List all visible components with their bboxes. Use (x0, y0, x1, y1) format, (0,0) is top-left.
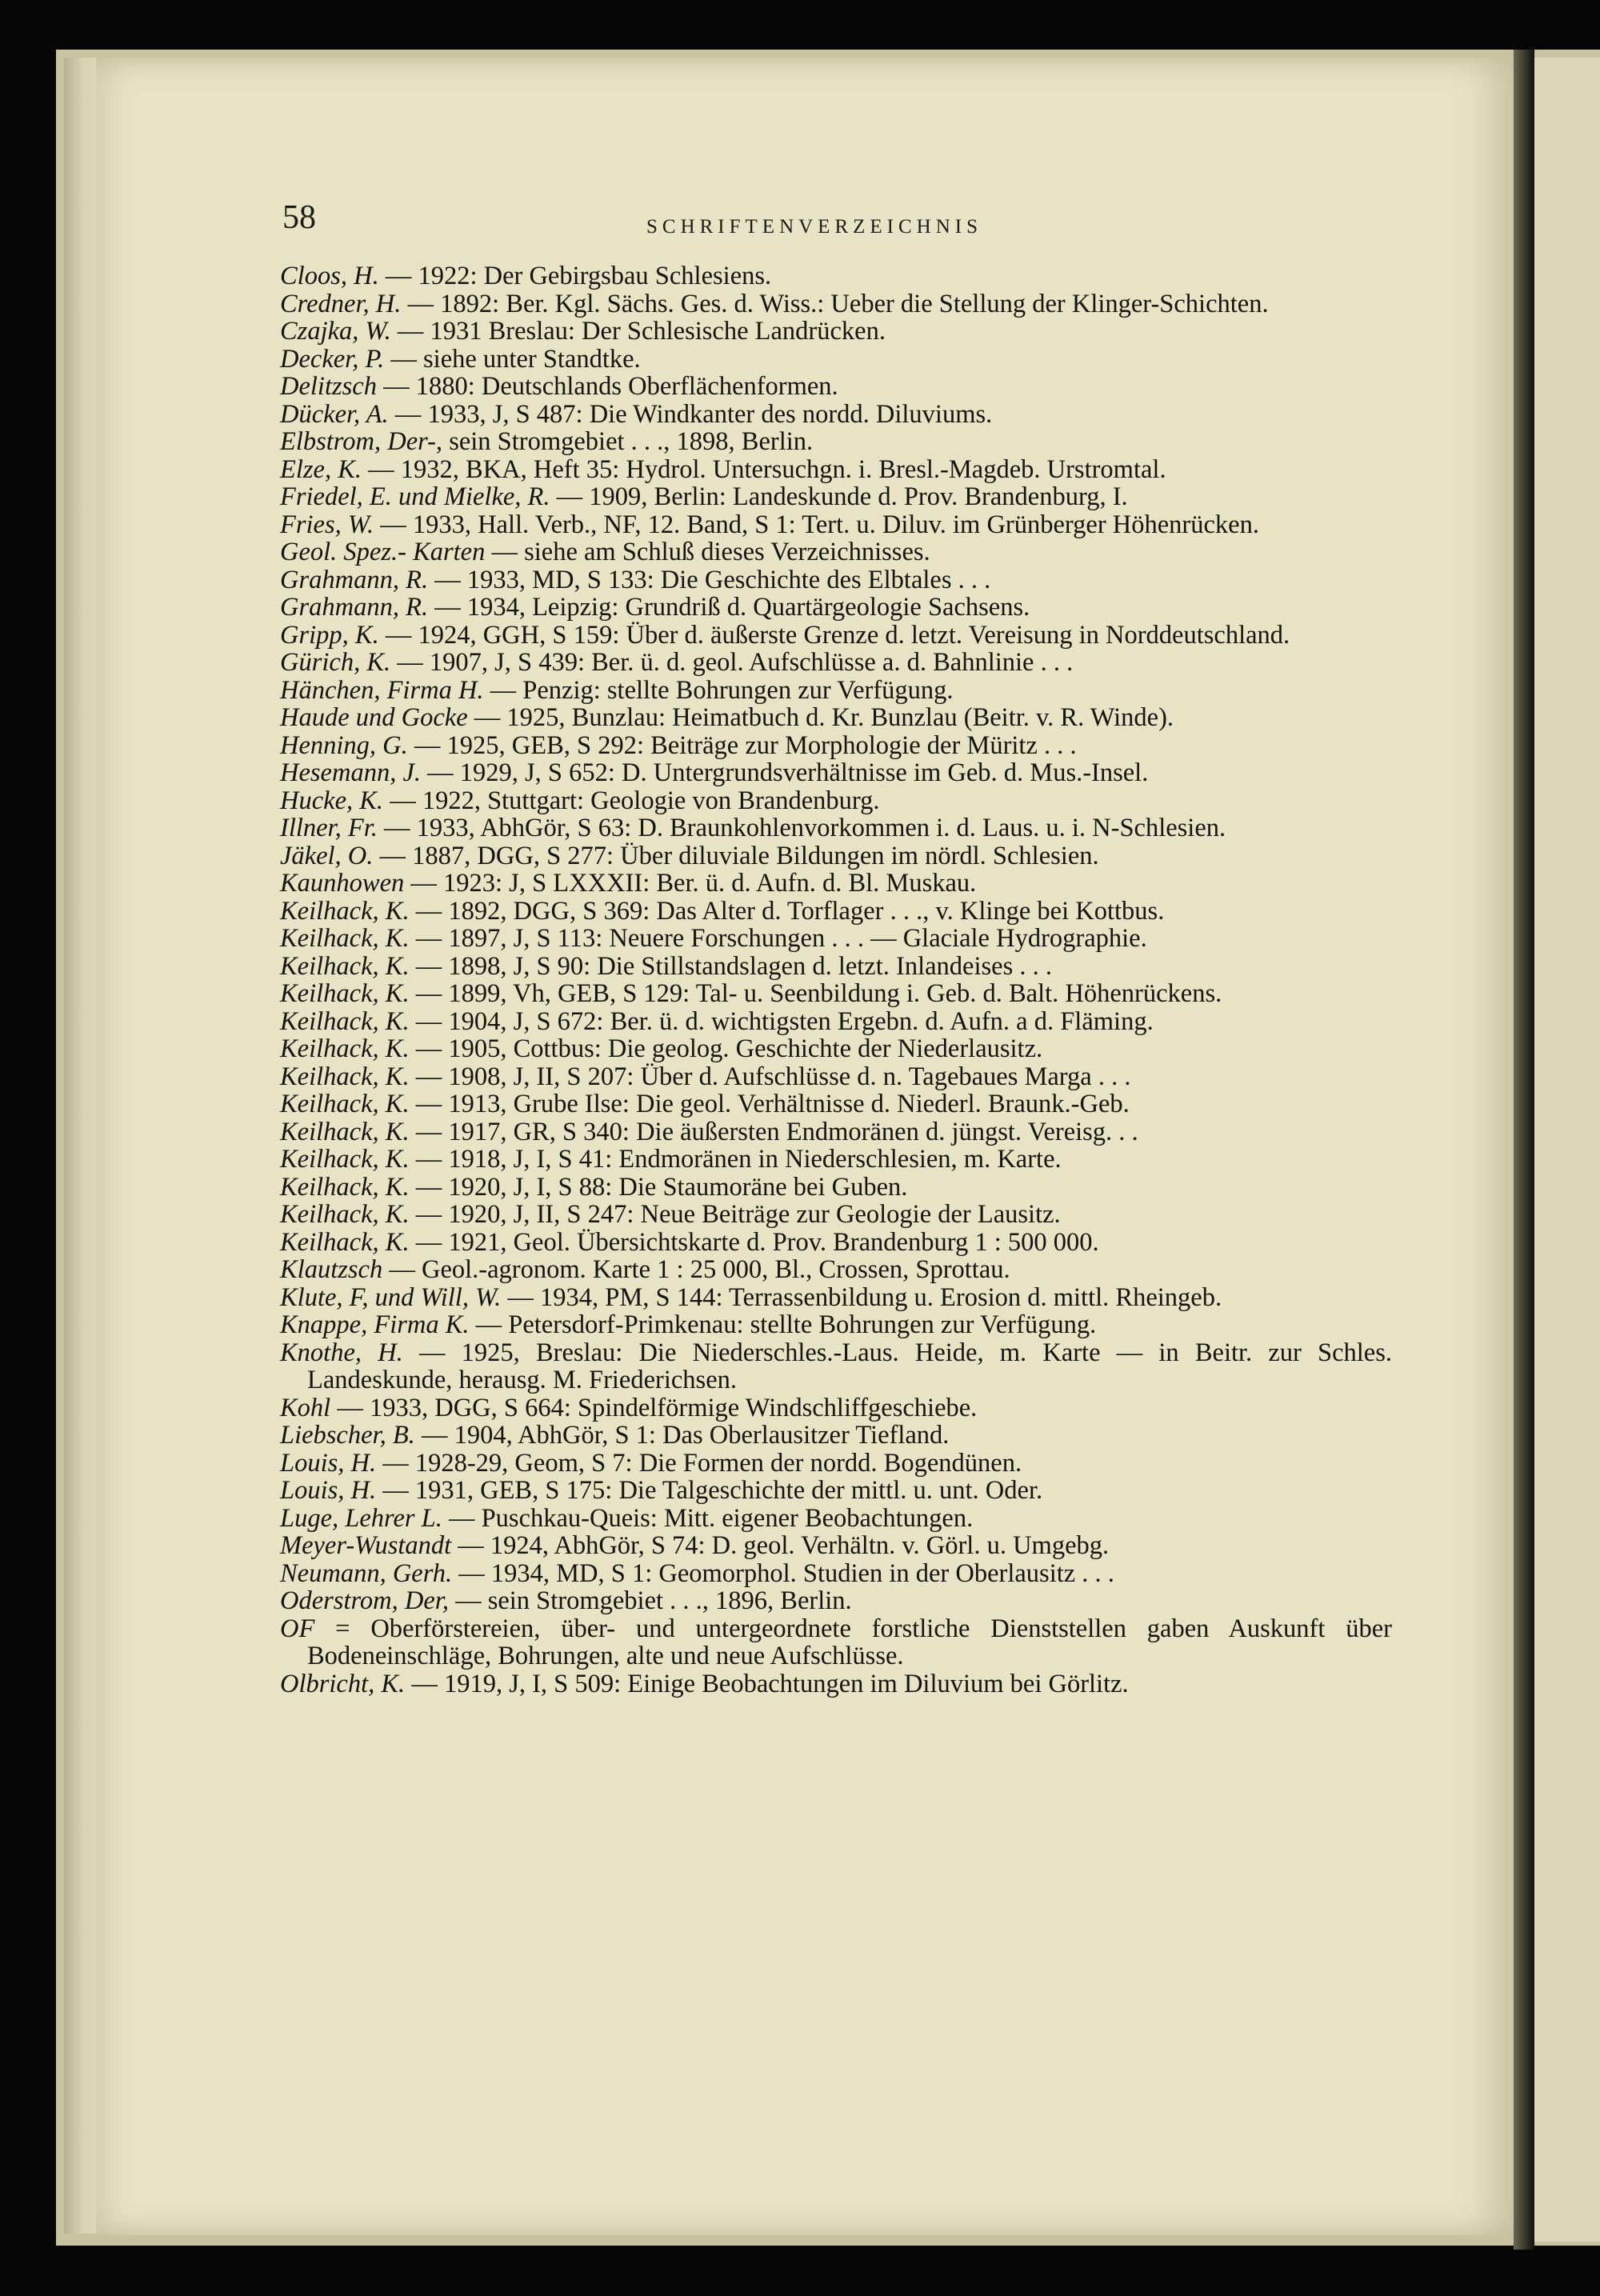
bibliography-entry (280, 1174, 1392, 1202)
bibliography-entry (280, 1311, 1392, 1339)
entry-text: — 1922: Der Gebirgsbau Schlesiens. (378, 262, 772, 290)
entry-author: Louis, H. (280, 1448, 377, 1478)
entry-text: — 1931 Breslau: Der Schlesische Landrücken. (390, 317, 886, 346)
bibliography-entry (280, 346, 1392, 374)
entry-text: — 1933, DGG, S 664: Spindelförmige Windschliffgeschiebe. (330, 1393, 978, 1422)
entry-text: — 1925, GEB, S 292: Beiträge zur Morphologie der Müritz . . . (407, 730, 1077, 760)
entry-author: Keilhack, K. (280, 1145, 410, 1174)
entry-author: Keilhack, K. (280, 951, 410, 981)
bibliography-entry (280, 814, 1392, 842)
bibliography-entry (280, 1670, 1392, 1698)
bibliography-entry (280, 1477, 1392, 1505)
page-header (282, 198, 1386, 246)
entry-text: — 1918, J, I, S 41: Endmoränen in Niederschlesien, m. Karte. (409, 1145, 1062, 1174)
bibliography-entry (280, 428, 1392, 456)
entry-text: — 1924, GGH, S 159: Über d. äußerste Grenze d. letzt. Vereisung in Norddeutschland. (378, 620, 1290, 650)
entry-text: — 1933, Hall. Verb., NF, 12. Band, S 1: Tert. u. Diluv. im Grünberger Höhenrücken. (374, 510, 1259, 539)
bibliography-entry (280, 538, 1392, 566)
bibliography-entry (280, 1201, 1392, 1229)
bibliography-entry (280, 594, 1392, 622)
entry-author: Grahmann, R. (280, 565, 429, 594)
bibliography-entry (280, 649, 1392, 677)
bibliography-entry (280, 1229, 1392, 1257)
bibliography-entry (280, 732, 1392, 760)
entry-text: — 1934, PM, S 144: Terrassenbildung u. Erosion d. mittl. Rheingeb. (501, 1282, 1222, 1312)
entry-author: Hänchen, Firma H. (280, 675, 484, 705)
entry-text: — 1892: Ber. Kgl. Sächs. Ges. d. Wiss.: Ueber die Stellung der Klinger-Schichten. (401, 289, 1269, 318)
entry-text: sein Stromgebiet . . ., 1898, Berlin. (442, 427, 814, 456)
bibliography-entry (280, 1256, 1392, 1284)
entry-author: Henning, G. (280, 730, 408, 760)
bibliography-entry (280, 1146, 1392, 1174)
entry-author: Keilhack, K. (280, 1034, 410, 1063)
bibliography-entry (280, 401, 1392, 429)
entry-author: Keilhack, K. (280, 1090, 410, 1118)
entry-text: — sein Stromgebiet . . ., 1896, Berlin. (448, 1586, 852, 1615)
entry-text: — 1934, Leipzig: Grundriß d. Quartärgeologie Sachsens. (428, 593, 1030, 622)
bibliography-entry (280, 1532, 1392, 1560)
entry-text: — 1920, J, I, S 88: Die Staumoräne bei Guben. (409, 1172, 908, 1202)
entry-author: Illner, Fr. (280, 814, 378, 842)
entry-author: Keilhack, K. (280, 1227, 410, 1257)
bibliography-entry (280, 1284, 1392, 1312)
entry-author: Liebscher, B. (280, 1421, 415, 1450)
entry-text: — 1920, J, II, S 247: Neue Beiträge zur Geologie der Lausitz. (409, 1200, 1061, 1229)
bibliography-entry (280, 262, 1392, 290)
bibliography-entry (280, 980, 1392, 1008)
entry-author: Decker, P. (280, 344, 385, 374)
entry-text: — 1929, J, S 652: D. Untergrundsverhältnisse im Geb. d. Mus.-Insel. (421, 758, 1149, 787)
entry-author: Keilhack, K. (280, 1117, 410, 1146)
bibliography-entry (280, 1450, 1392, 1478)
entry-text: — 1897, J, S 113: Neuere Forschungen . . . — Glaciale Hydrographie. (409, 924, 1147, 953)
entry-author: Neumann, Gerh. (280, 1558, 453, 1588)
entry-author: Delitzsch (280, 372, 377, 401)
entry-text: — 1917, GR, S 340: Die äußersten Endmoränen d. jüngst. Vereisg. . . (409, 1117, 1138, 1146)
entry-text: — 1923: J, S LXXXII: Ber. ü. d. Aufn. d. Bl. Muskau. (404, 869, 977, 898)
entry-author: Hucke, K. (280, 786, 384, 815)
entry-text: — siehe am Schluß dieses Verzeichnisses. (485, 538, 930, 566)
entry-text: — 1933, MD, S 133: Die Geschichte des Elbtales . . . (428, 565, 991, 594)
entry-text: — 1932, BKA, Heft 35: Hydrol. Untersuchgn. i. Bresl.-Magdeb. Urstromtal. (362, 454, 1166, 484)
entry-author: Oderstrom, Der, (280, 1586, 449, 1615)
entry-text: — 1899, Vh, GEB, S 129: Tal- u. Seenbildung i. Geb. d. Balt. Höhenrückens. (409, 979, 1222, 1008)
bibliography-entry (280, 622, 1392, 650)
bibliography-entry (280, 870, 1392, 898)
bibliography-entry (280, 456, 1392, 484)
entry-text: — 1925, Breslau: Die Niederschles.-Laus. Heide, m. Karte — in Beitr. zur Schles. Landeskunde, herausg. M. Friederichsen. (307, 1338, 1393, 1394)
entry-author: Czajka, W. (280, 317, 391, 346)
page-number: 58 (282, 199, 316, 236)
entry-author: Jäkel, O. (280, 841, 374, 870)
bibliography-entry (280, 566, 1392, 594)
bibliography-entry (280, 1394, 1392, 1422)
entry-author: Cloos, H. (280, 262, 379, 290)
entry-author: Olbricht, K. (280, 1669, 406, 1698)
bibliography-entry (280, 511, 1392, 539)
bibliography-entry (280, 704, 1392, 732)
entry-text: — 1909, Berlin: Landeskunde d. Prov. Brandenburg, I. (550, 482, 1128, 511)
entry-author: Credner, H. (280, 289, 402, 318)
entry-author: Keilhack, K. (280, 924, 410, 953)
entry-author: Haude und Gocke (280, 703, 468, 732)
bibliography-entry (280, 925, 1392, 953)
entry-author: Geol. Spez.- Karten (280, 538, 486, 566)
entry-text: — 1933, AbhGör, S 63: D. Braunkohlenvorkommen i. d. Laus. u. i. N-Schlesien. (377, 814, 1226, 842)
book-gutter (1514, 50, 1534, 2250)
entry-text: — 1904, AbhGör, S 1: Das Oberlausitzer Tiefland. (414, 1421, 950, 1450)
entry-text: — Puschkau-Queis: Mitt. eigener Beobachtungen. (442, 1503, 974, 1533)
entry-author: Knothe, H. (280, 1338, 403, 1367)
entry-author: Keilhack, K. (280, 1006, 410, 1036)
entry-text: — 1933, J, S 487: Die Windkanter des nordd. Diluviums. (388, 399, 993, 429)
facing-page-edge (1534, 58, 1600, 2242)
bibliography-entry (280, 1035, 1392, 1063)
bibliography-entry (280, 1587, 1392, 1615)
entry-text: — 1905, Cottbus: Die geolog. Geschichte der Niederlausitz. (409, 1034, 1043, 1063)
bibliography-entry (280, 1505, 1392, 1533)
bibliography-entry (280, 373, 1392, 401)
entry-text: — 1907, J, S 439: Ber. ü. d. geol. Aufschlüsse a. d. Bahnlinie . . . (390, 648, 1074, 677)
entry-text: — 1919, J, I, S 509: Einige Beobachtungen im Diluvium bei Görlitz. (405, 1669, 1129, 1698)
bibliography-entry (280, 1422, 1392, 1450)
entry-text: — Geol.-agronom. Karte 1 : 25 000, Bl., Crossen, Sprottau. (382, 1255, 1010, 1284)
entry-author: Louis, H. (280, 1476, 377, 1505)
entry-text: — 1913, Grube Ilse: Die geol. Verhältnisse d. Niederl. Braunk.-Geb. (409, 1090, 1130, 1118)
entry-text: — 1904, J, S 672: Ber. ü. d. wichtigsten Ergebn. d. Aufn. a d. Fläming. (409, 1006, 1154, 1036)
entry-text: — 1934, MD, S 1: Geomorphol. Studien in der Oberlausitz . . . (452, 1558, 1114, 1588)
entry-author: Kaunhowen (280, 869, 405, 898)
entry-text: — 1887, DGG, S 277: Über diluviale Bildungen im nördl. Schlesien. (373, 841, 1099, 870)
entry-author: Luge, Lehrer L. (280, 1503, 442, 1533)
bibliography-entry (280, 953, 1392, 981)
bibliography-list (280, 262, 1392, 1698)
entry-author: Keilhack, K. (280, 1062, 410, 1091)
entry-text: — 1880: Deutschlands Oberflächenformen. (376, 372, 838, 401)
bibliography-entry (280, 1615, 1392, 1670)
entry-author: Keilhack, K. (280, 896, 410, 926)
bibliography-entry (280, 290, 1392, 318)
entry-author: Keilhack, K. (280, 1172, 410, 1202)
bibliography-entry (280, 759, 1392, 787)
bibliography-entry (280, 1339, 1392, 1394)
entry-author: Keilhack, K. (280, 979, 410, 1008)
entry-author: Elze, K. (280, 454, 362, 484)
entry-text: — 1928-29, Geom, S 7: Die Formen der nordd. Bogendünen. (376, 1448, 1022, 1478)
bibliography-entry (280, 1560, 1392, 1588)
bibliography-entry (280, 898, 1392, 926)
entry-text: — Petersdorf-Primkenau: stellte Bohrungen zur Verfügung. (469, 1310, 1097, 1339)
running-title: SCHRIFTENVERZEICHNIS (646, 216, 983, 238)
bibliography-entry (280, 318, 1392, 346)
entry-author: Keilhack, K. (280, 1200, 410, 1229)
entry-author: Meyer-Wustandt (280, 1531, 452, 1560)
entry-author: Gürich, K. (280, 648, 391, 677)
entry-text: — Penzig: stellte Bohrungen zur Verfügung. (483, 675, 954, 705)
bibliography-entry (280, 1008, 1392, 1036)
bibliography-entry (280, 787, 1392, 815)
entry-author: Fries, W. (280, 510, 374, 539)
entry-author: Knappe, Firma K. (280, 1310, 470, 1339)
entry-text: — siehe unter Standtke. (384, 344, 641, 374)
entry-author: Klute, F, und Will, W. (280, 1282, 502, 1312)
bibliography-entry (280, 842, 1392, 870)
bibliography-entry (280, 1063, 1392, 1091)
entry-text: — 1892, DGG, S 369: Das Alter d. Torflager . . ., v. Klinge bei Kottbus. (409, 896, 1165, 926)
bibliography-entry (280, 1118, 1392, 1146)
entry-text: — 1921, Geol. Übersichtskarte d. Prov. Brandenburg 1 : 500 000. (409, 1227, 1099, 1257)
entry-text: — 1922, Stuttgart: Geologie von Brandenburg. (383, 786, 880, 815)
entry-author: Grahmann, R. (280, 593, 429, 622)
entry-text: — 1931, GEB, S 175: Die Talgeschichte der mittl. u. unt. Oder. (376, 1476, 1043, 1505)
entry-author: Kohl (280, 1393, 331, 1422)
bibliography-entry (280, 1090, 1392, 1118)
entry-author: Gripp, K. (280, 620, 379, 650)
entry-text: = Oberförstereien, über- und untergeordnete forstliche Dienststellen gaben Auskunft über Bodeneinschläge, Bohrungen, alte und neue Aufschlüsse. (307, 1614, 1392, 1670)
entry-author: Klautzsch (280, 1255, 383, 1284)
entry-author: Hesemann, J. (280, 758, 421, 787)
entry-text: — 1908, J, II, S 207: Über d. Aufschlüsse d. n. Tagebaues Marga . . . (409, 1062, 1131, 1091)
entry-text: — 1925, Bunzlau: Heimatbuch d. Kr. Bunzlau (Beitr. v. R. Winde). (467, 703, 1174, 732)
entry-text: — 1924, AbhGör, S 74: D. geol. Verhältn. v. Görl. u. Umgebg. (451, 1531, 1110, 1560)
entry-text: — 1898, J, S 90: Die Stillstandslagen d. letzt. Inlandeises . . . (409, 951, 1052, 981)
bibliography-entry (280, 483, 1392, 511)
entry-author: Elbstrom, Der-, (280, 427, 443, 456)
entry-author: Friedel, E. und Mielke, R. (280, 482, 550, 511)
entry-author: Dücker, A. (280, 399, 389, 429)
entry-author: OF (280, 1614, 315, 1643)
bibliography-entry (280, 677, 1392, 705)
